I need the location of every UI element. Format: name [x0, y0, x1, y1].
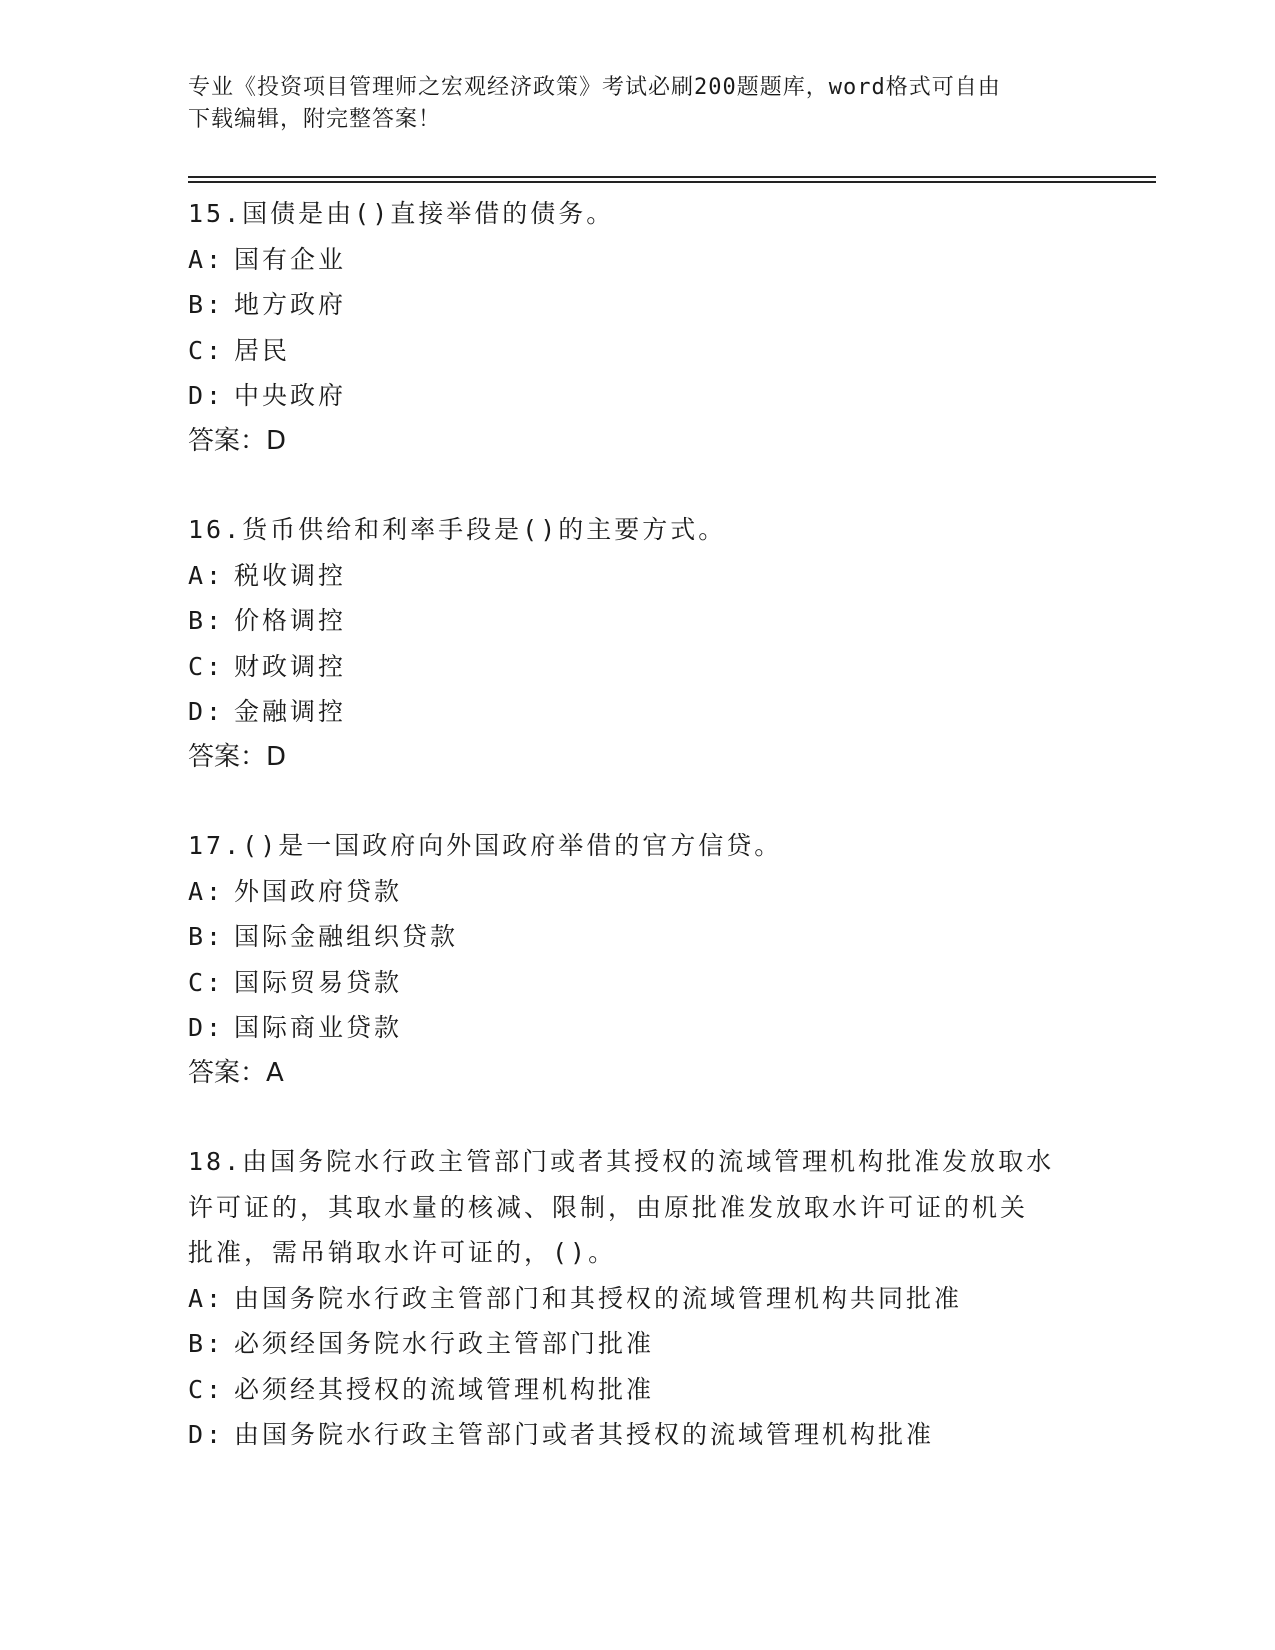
option-a — [188, 1276, 1088, 1322]
question-15 — [188, 191, 1088, 464]
option-text: 国际商业贷款 — [234, 1013, 403, 1042]
option-text: 国际金融组织贷款 — [234, 922, 459, 951]
option-a — [188, 237, 1088, 283]
question-text-line-3: 批准，需吊销取水许可证的，()。 — [188, 1238, 617, 1267]
answer-line: 答案：A — [188, 1057, 284, 1088]
option-text: 金融调控 — [234, 697, 347, 726]
option-key: D: — [188, 697, 225, 726]
option-text: 由国务院水行政主管部门和其授权的流域管理机构共同批准 — [234, 1283, 963, 1313]
option-a — [188, 869, 1088, 915]
document-header — [188, 72, 1088, 136]
option-key: B: — [188, 922, 225, 951]
option-key: C: — [188, 1374, 225, 1404]
option-b — [188, 282, 1088, 328]
question-text: 15.国债是由()直接举借的债务。 — [188, 199, 615, 228]
option-text: 外国政府贷款 — [234, 876, 403, 906]
option-c — [188, 328, 1088, 374]
option-key: B: — [188, 290, 225, 319]
option-b — [188, 1321, 1088, 1367]
question-text: 17.()是一国政府向外国政府举借的官方信贷。 — [188, 831, 783, 860]
answer-line: 答案：D — [188, 425, 287, 456]
option-key: D: — [188, 1013, 225, 1042]
option-text: 居民 — [234, 335, 291, 365]
question-text: 16.货币供给和利率手段是()的主要方式。 — [188, 515, 727, 544]
option-text: 税收调控 — [234, 560, 347, 590]
option-key: D: — [188, 1420, 225, 1449]
option-text: 由国务院水行政主管部门或者其授权的流域管理机构批准 — [234, 1420, 935, 1449]
question-list — [188, 191, 1088, 1501]
option-d — [188, 1412, 1088, 1458]
option-c — [188, 960, 1088, 1006]
option-d — [188, 1005, 1088, 1051]
option-text: 国际贸易贷款 — [234, 967, 403, 997]
question-text-line-1: 18.由国务院水行政主管部门或者其授权的流域管理机构批准发放取水 — [188, 1147, 1055, 1176]
option-key: C: — [188, 651, 225, 681]
option-text: 地方政府 — [234, 290, 347, 319]
question-16 — [188, 507, 1088, 780]
option-key: D: — [188, 381, 225, 410]
option-text: 必须经国务院水行政主管部门批准 — [234, 1329, 655, 1358]
question-text-line-2: 许可证的，其取水量的核减、限制，由原批准发放取水许可证的机关 — [188, 1192, 1029, 1222]
option-b — [188, 914, 1088, 960]
option-text: 必须经其授权的流域管理机构批准 — [234, 1374, 655, 1404]
option-key: B: — [188, 606, 225, 635]
option-key: A: — [188, 560, 225, 590]
option-text: 国有企业 — [234, 244, 347, 274]
option-key: C: — [188, 335, 225, 365]
option-key: B: — [188, 1329, 225, 1358]
option-text: 价格调控 — [234, 606, 347, 635]
header-divider-top — [188, 176, 1156, 178]
option-d — [188, 689, 1088, 735]
option-key: A: — [188, 1283, 225, 1313]
option-text: 中央政府 — [234, 381, 347, 410]
option-a — [188, 553, 1088, 599]
option-key: C: — [188, 967, 225, 997]
option-c — [188, 644, 1088, 690]
header-divider-bottom — [188, 181, 1156, 183]
option-d — [188, 373, 1088, 419]
option-key: A: — [188, 244, 225, 274]
header-line-2: 下载编辑，附完整答案！ — [188, 107, 442, 132]
option-key: A: — [188, 876, 225, 906]
answer-line: 答案：D — [188, 741, 287, 772]
option-c — [188, 1367, 1088, 1413]
question-18 — [188, 1139, 1088, 1458]
header-line-1: 专业《投资项目管理师之宏观经济政策》考试必刷200题题库，word格式可自由 — [188, 75, 1001, 100]
option-b — [188, 598, 1088, 644]
question-17 — [188, 823, 1088, 1096]
option-text: 财政调控 — [234, 651, 347, 681]
